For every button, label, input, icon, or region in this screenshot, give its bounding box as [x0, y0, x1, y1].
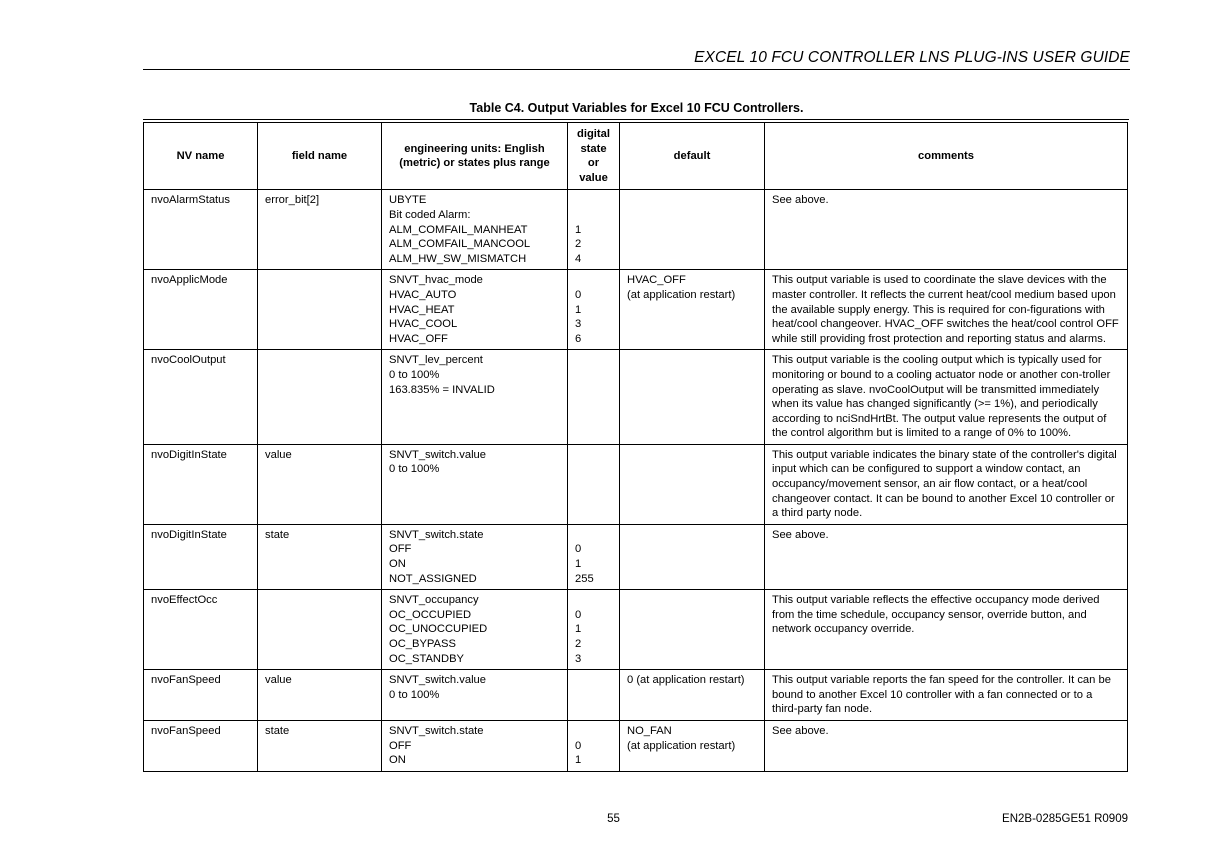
digital-cell-line: [575, 593, 612, 608]
table-row: [144, 270, 1128, 350]
table-row: [144, 444, 1128, 524]
digital-cell-line: 6: [575, 332, 582, 345]
digital-cell-line: 1: [575, 754, 582, 767]
field-name-cell: state: [258, 720, 382, 771]
units-cell-line: ON: [389, 754, 406, 767]
units-cell-line: UBYTE: [389, 194, 427, 207]
digital-cell-line: 0: [575, 288, 582, 301]
digital-cell-line: 0: [575, 543, 582, 556]
table-container: [143, 119, 1129, 772]
units-cell: [382, 190, 568, 270]
default-cell-line: (at application restart): [627, 288, 736, 301]
units-cell-line: 0 to 100%: [389, 463, 440, 476]
default-cell: [620, 720, 765, 771]
default-cell-line: HVAC_OFF: [627, 274, 686, 287]
units-cell: [382, 720, 568, 771]
digital-cell: [568, 524, 620, 589]
units-cell: [382, 670, 568, 721]
digital-cell: [568, 190, 620, 270]
units-cell-line: OFF: [389, 543, 412, 556]
digital-cell-line: 3: [575, 318, 582, 331]
column-header-engineering-units: engineering units: English (metric) or states plus range: [382, 123, 568, 190]
units-cell-line: HVAC_COOL: [389, 318, 458, 331]
default-cell: [620, 190, 765, 270]
table-row: [144, 670, 1128, 721]
column-header-field-name: field name: [258, 123, 382, 190]
units-cell: [382, 590, 568, 670]
units-cell-line: SNVT_switch.value: [389, 448, 486, 461]
default-cell-line: 0 (at application restart): [627, 674, 745, 687]
units-cell-line: 0 to 100%: [389, 688, 440, 701]
field-name-cell: [258, 590, 382, 670]
column-header-comments: comments: [765, 123, 1128, 190]
units-cell-line: ON: [389, 558, 406, 571]
digital-cell: [568, 670, 620, 721]
units-cell-line: ALM_HW_SW_MISMATCH: [389, 252, 527, 265]
field-name-cell: error_bit[2]: [258, 190, 382, 270]
units-cell-line: OC_OCCUPIED: [389, 608, 472, 621]
digital-cell: [568, 270, 620, 350]
units-cell-line: HVAC_OFF: [389, 332, 448, 345]
units-cell: [382, 350, 568, 445]
digital-cell-line: [575, 273, 612, 288]
table-header-row: [144, 123, 1128, 190]
digital-cell: [568, 444, 620, 524]
digital-cell-line: 1: [575, 223, 582, 236]
units-cell-line: OC_BYPASS: [389, 638, 456, 650]
default-cell: [620, 670, 765, 721]
units-cell-line: SNVT_hvac_mode: [389, 274, 483, 287]
digital-cell-line: 0: [575, 739, 582, 752]
column-header-digital-state: digital state or value: [568, 123, 620, 190]
units-cell-line: SNVT_occupancy: [389, 594, 479, 607]
digital-cell: [568, 720, 620, 771]
units-cell-line: NOT_ASSIGNED: [389, 572, 477, 585]
table-row: [144, 350, 1128, 445]
document-header-title: EXCEL 10 FCU CONTROLLER LNS PLUG-INS USER GUIDE: [694, 49, 1130, 66]
field-name-cell: [258, 270, 382, 350]
units-cell-line: HVAC_AUTO: [389, 288, 457, 301]
nv-name-cell: nvoDigitInState: [144, 444, 258, 524]
page-number: 55: [607, 813, 620, 825]
column-header-nv-name: NV name: [144, 123, 258, 190]
output-variables-table: [143, 122, 1128, 772]
digital-cell-line: 1: [575, 303, 582, 316]
digital-cell: [568, 590, 620, 670]
digital-cell-line: [575, 724, 612, 739]
field-name-cell: state: [258, 524, 382, 589]
default-cell-line: (at application restart): [627, 739, 736, 752]
digital-cell-line: [575, 208, 612, 223]
units-cell-line: OC_STANDBY: [389, 652, 465, 665]
units-cell-line: SNVT_lev_percent: [389, 354, 483, 367]
field-name-cell: value: [258, 670, 382, 721]
nv-name-cell: nvoDigitInState: [144, 524, 258, 589]
header-rule: [143, 69, 1130, 70]
default-cell-line: NO_FAN: [627, 724, 672, 737]
comments-cell: This output variable reports the fan speed for the controller. It can be bound to another Excel 10 controller with a fan connected or to a third-party fan node.: [765, 670, 1128, 721]
table-caption: Table C4. Output Variables for Excel 10 FCU Controllers.: [469, 101, 804, 115]
comments-cell: This output variable is the cooling output which is typically used for monitoring or bound to a cooling actuator node or another con-troller operating as slave. nvoCoolOutput will be transmitted immediately when its value has changed significantly (>= 1%), and periodically according to nciSndHrtBt. The output value represents the output of the control algorithm but is limited to a range of 0% to 100%.: [765, 350, 1128, 445]
default-cell: [620, 444, 765, 524]
units-cell-line: Bit coded Alarm:: [389, 208, 471, 221]
field-name-cell: value: [258, 444, 382, 524]
units-cell-line: OC_UNOCCUPIED: [389, 623, 488, 636]
comments-cell: See above.: [765, 524, 1128, 589]
units-cell-line: HVAC_HEAT: [389, 303, 455, 316]
comments-cell: See above.: [765, 190, 1128, 270]
comments-cell: See above.: [765, 720, 1128, 771]
comments-cell: This output variable indicates the binary state of the controller's digital input which can be configured to support a window contact, an occupancy/movement sensor, an air flow contact, or a heat/cool changeover contact. It can be bound to another Excel 10 controller or a third party node.: [765, 444, 1128, 524]
default-cell: [620, 524, 765, 589]
digital-cell-line: 255: [575, 572, 594, 585]
digital-cell-line: 0: [575, 608, 582, 621]
nv-name-cell: nvoAlarmStatus: [144, 190, 258, 270]
nv-name-cell: nvoApplicMode: [144, 270, 258, 350]
table-row: [144, 720, 1128, 771]
nv-name-cell: nvoEffectOcc: [144, 590, 258, 670]
column-header-default: default: [620, 123, 765, 190]
document-id: EN2B-0285GE51 R0909: [1002, 813, 1128, 825]
digital-cell-line: [575, 528, 612, 543]
table-row: [144, 590, 1128, 670]
units-cell-line: 0 to 100%: [389, 368, 440, 381]
units-cell-line: SNVT_switch.value: [389, 674, 486, 687]
digital-cell-line: 2: [575, 238, 582, 251]
default-cell: [620, 590, 765, 670]
table-body: [144, 190, 1128, 771]
comments-cell: This output variable reflects the effective occupancy mode derived from the time schedule, occupancy sensor, override button, and network occupancy override.: [765, 590, 1128, 670]
nv-name-cell: nvoFanSpeed: [144, 670, 258, 721]
units-cell-line: ALM_COMFAIL_MANCOOL: [389, 238, 531, 251]
digital-cell-line: 1: [575, 558, 582, 571]
units-cell-line: OFF: [389, 739, 412, 752]
units-cell-line: 163.835% = INVALID: [389, 383, 495, 396]
digital-cell-line: 3: [575, 652, 582, 665]
default-cell: [620, 350, 765, 445]
units-cell: [382, 270, 568, 350]
digital-cell-line: [575, 193, 612, 208]
default-cell: [620, 270, 765, 350]
table-row: [144, 524, 1128, 589]
field-name-cell: [258, 350, 382, 445]
comments-cell: This output variable is used to coordinate the slave devices with the master controller. It reflects the current heat/cool medium based upon the available supply energy. This is required for con-figurations with heat/cool changeover. HVAC_OFF switches the heat/cool control OFF while still providing frost protection and reporting status and alarms.: [765, 270, 1128, 350]
digital-cell: [568, 350, 620, 445]
digital-cell-line: 2: [575, 638, 582, 650]
nv-name-cell: nvoCoolOutput: [144, 350, 258, 445]
units-cell-line: SNVT_switch.state: [389, 724, 484, 737]
units-cell: [382, 524, 568, 589]
units-cell-line: ALM_COMFAIL_MANHEAT: [389, 223, 528, 236]
units-cell: [382, 444, 568, 524]
digital-cell-line: 4: [575, 252, 582, 265]
nv-name-cell: nvoFanSpeed: [144, 720, 258, 771]
digital-cell-line: 1: [575, 623, 582, 636]
table-row: [144, 190, 1128, 270]
units-cell-line: SNVT_switch.state: [389, 528, 484, 541]
